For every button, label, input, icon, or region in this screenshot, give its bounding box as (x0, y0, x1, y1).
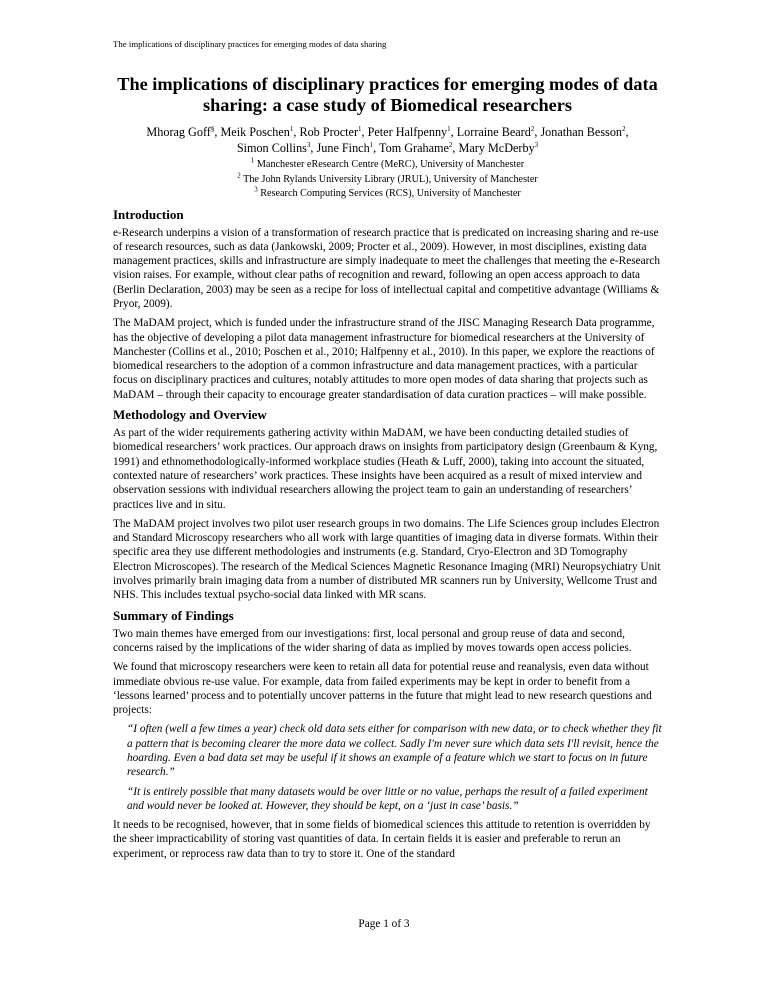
paper-title (113, 74, 662, 116)
affiliation-text: Research Computing Services (RCS), University of Manchester (260, 188, 521, 199)
author-sup: 3 (306, 140, 311, 149)
author: Simon Collins (236, 141, 307, 155)
page-body (113, 74, 662, 866)
author-list (113, 124, 662, 156)
paragraph: The MaDAM project, which is funded under the infrastructure strand of the JISC Managing Research Data programme, has the objective of developing a pilot data management infrastructure for biomedical researchers at the University of Manchester (Collins et al., 2010; Poschen et al., 2010; Halfpenny et al., 2010). In this paper, we explore the reactions of biomedical researchers to the adoption of a common infrastructure and data management practices, with a particular focus on disciplinary practices and cultures, notably attitudes to more open modes of data sharing that projects such as MaDAM – through their capacity to encourage greater standardisation of data curation practices – will make possible. (113, 317, 655, 401)
author-sup: 1 (447, 124, 451, 133)
author-line-2: Simon Collins$^3$, June Finch$^1$, Tom Grahame$^2$, Mary McDerby$^3$ (236, 140, 539, 155)
author-sup: 2 (622, 124, 626, 133)
author-sup: 2 (530, 124, 535, 133)
author: June Finch (316, 141, 370, 155)
author: Jonathan Besson (540, 125, 623, 139)
paragraph: As part of the wider requirements gathering activity within MaDAM, we have been conducting detailed studies of biomedical researchers’ work practices. Our approach draws on insights from participatory design (Greenbaum & Kyng, 1991) and ethnomethodologically-informed workplace studies (Heath & Luff, 2000), taking into account the situated, contexted nature of researchers’ work practices. These insights have been acquired as a result of mixed interview and observation sessions with individual researchers allowing the project team to gain an understanding of researchers’ practices live and in situ. (113, 427, 658, 511)
author: Lorraine Beard (456, 125, 531, 139)
author-sup: 1 (358, 124, 362, 133)
author: Peter Halfpenny (367, 125, 448, 139)
block-quote: “It is entirely possible that many datasets would be over little or no value, perhaps the result of a failed experiment and would never be looked at. However, they should be kept, on a ‘just in case’ basis.” (127, 785, 648, 812)
author-sup: 1 (289, 124, 294, 133)
paragraph: We found that microscopy researchers were keen to retain all data for potential reuse and reanalysis, even data without immediate obvious re-use value. For example, data from failed experiments may be kept in order to benefit from a ‘lessons learned’ process and to potentially uncover patterns in the future that might lead to new research questions and projects: (113, 661, 652, 717)
title-line-2: sharing: a case study of Biomedical researchers (203, 95, 572, 115)
section-heading-findings: Summary of Findings (113, 607, 234, 623)
paragraph: Two main themes have emerged from our investigations: first, local personal and group reuse of data and second, concerns raised by the implications of the wider sharing of data as implied by moves towards open access policies. (113, 627, 632, 654)
affiliation-text: The John Rylands University Library (JRUL), University of Manchester (243, 173, 538, 185)
affiliation (113, 158, 662, 173)
author-sup: 3 (534, 140, 539, 149)
section-heading-introduction: Introduction (113, 206, 184, 222)
affiliation (113, 187, 662, 202)
affiliation-num: 1 (250, 156, 255, 165)
affiliation (113, 173, 662, 188)
page-number: Page 1 of 3 (358, 918, 410, 930)
author: Tom Grahame (379, 141, 449, 155)
paragraph: e-Research underpins a vision of a transformation of research practice that is predicated on increasing sharing and re-use of research resources, such as data (Jankowski, 2009; Procter et al., 2009). However, in most disciplines, existing data management practices, skills and infrastructure are simply inadequate to meet the challenges that meeting the e-Research vision raises. For example, without clear paths of recognition and reward, following an open access approach to data (Berlin Declaration, 2003) may be seen as a recipe for loss of intellectual capital and competitive advantage (Williams & Pryor, 2009). (113, 226, 661, 310)
paragraph: The MaDAM project involves two pilot user research groups in two domains. The Life Sciences group includes Electron and Standard Microscopy researchers who all work with large quantities of imaging data in diverse formats. Within their specific area they use different methodologies and instruments (e.g. Standard, Cryo-Electron and 3D Tomography Electron Microscopes). The research of the Medical Sciences Magnetic Resonance Imaging (MRI) Neuropsychiatry Unit involves primarily brain imaging data from a number of distributed MR scanners run by University, Wellcome Trust and NHS. This includes textual psycho-social data linked with MR scans. (113, 517, 661, 602)
author: Rob Procter (299, 125, 359, 139)
affiliation-num: 3 (254, 185, 258, 194)
author-sup: 1 (369, 140, 374, 149)
author-sup: § (210, 124, 215, 133)
affiliation-list (113, 158, 662, 202)
block-quote: “I often (well a few times a year) check old data sets either for comparison with new data, or to check whether they fit a pattern that is becoming clearer the more data we collect. Sadly I'm never sure which data sets I'll revisit, hence the hoarding. Even a bad data set may be useful if it shows an example of a feature which we start to focus on in future research.” (127, 723, 662, 779)
title-line-1: The implications of disciplinary practices for emerging modes of data (117, 74, 658, 94)
section-heading-methodology: Methodology and Overview (113, 407, 267, 423)
affiliation-text: Manchester eResearch Centre (MeRC), University of Manchester (256, 159, 525, 170)
affiliation-num: 2 (237, 171, 241, 180)
running-header: The implications of disciplinary practices for emerging modes of data sharing (113, 39, 387, 49)
paragraph: It needs to be recognised, however, that in some fields of biomedical sciences this attitude to retention is overridden by the sheer impracticability of storing vast quantities of data. In certain fields it is easier and preferable to rerun an experiment, or reprocess raw data than to try to store it. One of the standard (113, 819, 651, 860)
author: Mhorag Goff (146, 125, 211, 139)
author-sup: 2 (448, 140, 453, 149)
author: Mary McDerby (458, 141, 535, 155)
author-line-1: Mhorag Goff§, Meik Poschen$^1$, Rob Procter$^1$, Peter Halfpenny$^1$, Lorraine Beard$^2$, Jonathan Besson$^2$, (146, 124, 629, 139)
author: Meik Poschen (220, 125, 290, 139)
